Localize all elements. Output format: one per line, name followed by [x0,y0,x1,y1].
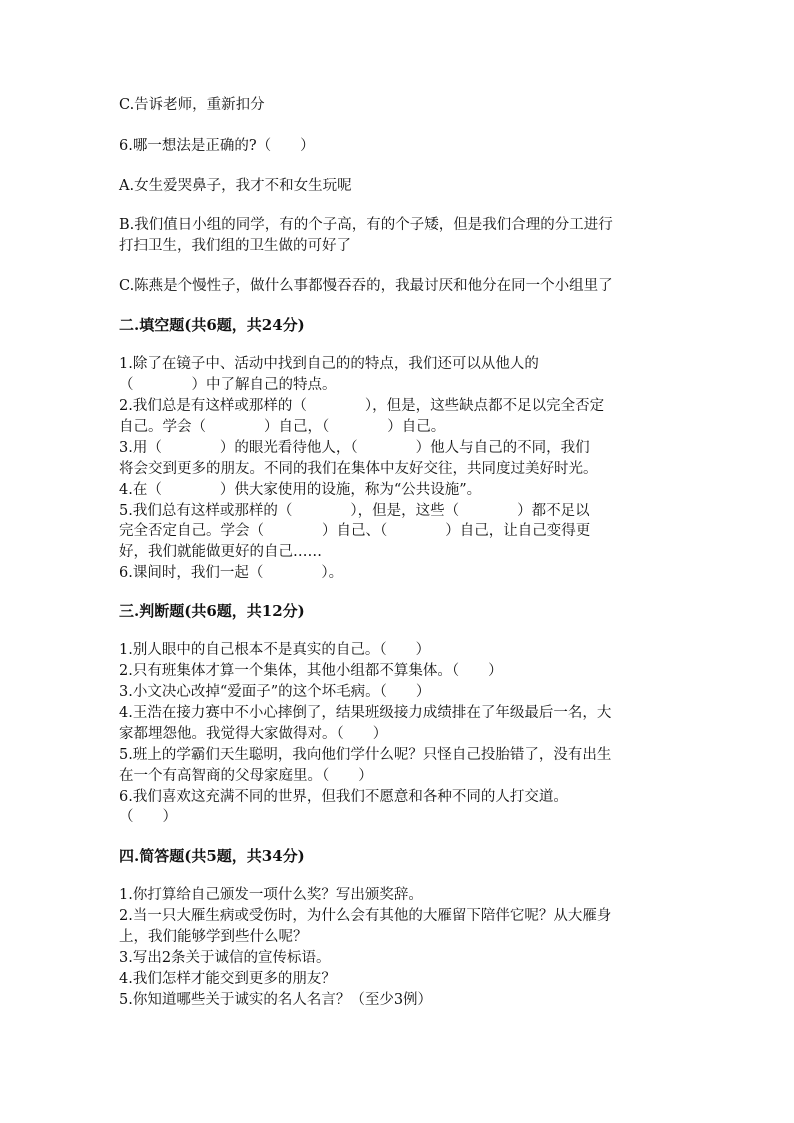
fill-blank-5-line2: 完全否定自己。学会（ ）自己、（ ）自己，让自己变得更 [119,523,591,539]
fill-blank-6: 6.课间时，我们一起（ ）。 [119,565,344,581]
section-heading-fill-blank: 二.填空题(共6题，共24分) [119,316,305,334]
true-false-6-line2: （ ） [119,809,177,825]
option-c-q5: C.告诉老师，重新扣分 [119,97,265,113]
true-false-5-line1: 5.班上的学霸们天生聪明，我向他们学什么呢？只怪自己投胎错了，没有出生 [119,747,612,763]
fill-blank-1-line1: 1.除了在镜子中、活动中找到自己的的特点，我们还可以从他人的 [119,356,539,372]
short-answer-1: 1.你打算给自己颁发一项什么奖？写出颁奖辞。 [119,887,423,903]
true-false-4-line2: 家都埋怨他。我觉得大家做得对。（ ） [119,726,388,742]
short-answer-5: 5.你知道哪些关于诚实的名人名言？（至少3例） [119,992,433,1008]
true-false-5-line2: 在一个有高智商的父母家庭里。（ ） [119,768,373,784]
fill-blank-3-line2: 将会交到更多的朋友。不同的我们在集体中友好交往，共同度过美好时光。 [119,461,598,477]
short-answer-2-line2: 上，我们能够学到些什么呢？ [119,929,308,945]
question-6-prompt: 6.哪一想法是正确的?（ ） [119,138,315,154]
true-false-6-line1: 6.我们喜欢这充满不同的世界，但我们不愿意和各种不同的人打交道。 [119,789,568,805]
true-false-4-line1: 4.王浩在接力赛中不小心摔倒了，结果班级接力成绩排在了年级最后一名，大 [119,705,612,721]
short-answer-2-line1: 2.当一只大雁生病或受伤时，为什么会有其他的大雁留下陪伴它呢？从大雁身 [119,908,612,924]
option-b-q6-line1: B.我们值日小组的同学，有的个子高，有的个子矮，但是我们合理的分工进行 [119,217,613,233]
short-answer-4: 4.我们怎样才能交到更多的朋友？ [119,971,336,987]
fill-blank-1-line2: （ ）中了解自己的特点。 [119,377,337,393]
true-false-1: 1.别人眼中的自己根本不是真实的自己。（ ） [119,642,431,658]
short-answer-3: 3.写出2条关于诚信的宣传标语。 [119,950,331,966]
option-c-q6: C.陈燕是个慢性子，做什么事都慢吞吞的，我最讨厌和他分在同一个小组里了 [119,278,613,294]
fill-blank-2-line1: 2.我们总是有这样或那样的（ ），但是，这些缺点都不足以完全否定 [119,398,605,414]
section-heading-true-false: 三.判断题(共6题，共12分) [119,602,305,620]
option-a-q6: A.女生爱哭鼻子，我才不和女生玩呢 [119,178,352,194]
fill-blank-5-line1: 5.我们总有这样或那样的（ ），但是，这些（ ）都不足以 [119,503,590,519]
fill-blank-5-line3: 好，我们就能做更好的自己…… [119,544,322,560]
true-false-3: 3.小文决心改掉“爱面子”的这个坏毛病。（ ） [119,684,431,700]
option-b-q6-line2: 打扫卫生，我们组的卫生做的可好了 [119,238,351,254]
true-false-2: 2.只有班集体才算一个集体，其他小组都不算集体。（ ） [119,663,503,679]
fill-blank-4: 4.在（ ）供大家使用的设施，称为“公共设施”。 [119,482,482,498]
section-heading-short-answer: 四.简答题(共5题，共34分) [119,847,305,865]
fill-blank-2-line2: 自己。学会（ ）自己，（ ）自己。 [119,419,446,435]
fill-blank-3-line1: 3.用（ ）的眼光看待他人，（ ）他人与自己的不同，我们 [119,440,590,456]
